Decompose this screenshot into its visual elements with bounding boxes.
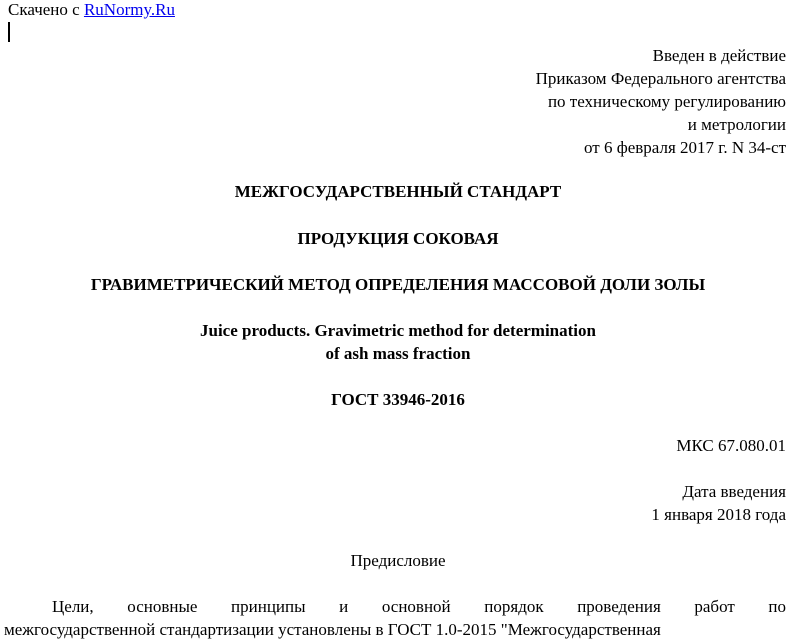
source-link[interactable]: RuNormy.Ru [83, 0, 175, 19]
enactment-line: Приказом Федерального агентства [535, 69, 786, 88]
intro-date-value: 1 января 2018 года [651, 505, 786, 524]
english-title-line2: of ash mass fraction [325, 344, 471, 363]
gost-number: ГОСТ 33946-2016 [331, 390, 465, 409]
enactment-block [536, 44, 786, 159]
source-line [8, 0, 175, 21]
intro-date-label: Дата введения [682, 482, 786, 501]
text-caret [8, 22, 10, 42]
enactment-line: от 6 февраля 2017 г. N 34-ст [583, 138, 786, 157]
enactment-line: по техническому регулированию [547, 92, 786, 111]
paragraph-line: межгосударственной стандартизации установлены в ГОСТ 1.0-2015 "Межгосударственная [4, 620, 661, 639]
mks-code: МКС 67.080.01 [676, 436, 786, 455]
product-heading: ПРОДУКЦИЯ СОКОВАЯ [297, 229, 499, 248]
enactment-line: и метрологии [687, 115, 786, 134]
standard-kind-heading: МЕЖГОСУДАРСТВЕННЫЙ СТАНДАРТ [234, 182, 562, 201]
paragraph-line: Цели, основные принципы и основной порядок проведения работ по [52, 597, 786, 616]
method-heading: ГРАВИМЕТРИЧЕСКИЙ МЕТОД ОПРЕДЕЛЕНИЯ МАССОВОЙ ДОЛИ ЗОЛЫ [90, 275, 706, 294]
enactment-line: Введен в действие [652, 46, 786, 65]
preface-heading: Предисловие [350, 551, 446, 570]
body-paragraph [4, 595, 786, 641]
source-prefix: Скачено с [8, 0, 84, 19]
english-title-line1: Juice products. Gravimetric method for determination [200, 321, 596, 340]
